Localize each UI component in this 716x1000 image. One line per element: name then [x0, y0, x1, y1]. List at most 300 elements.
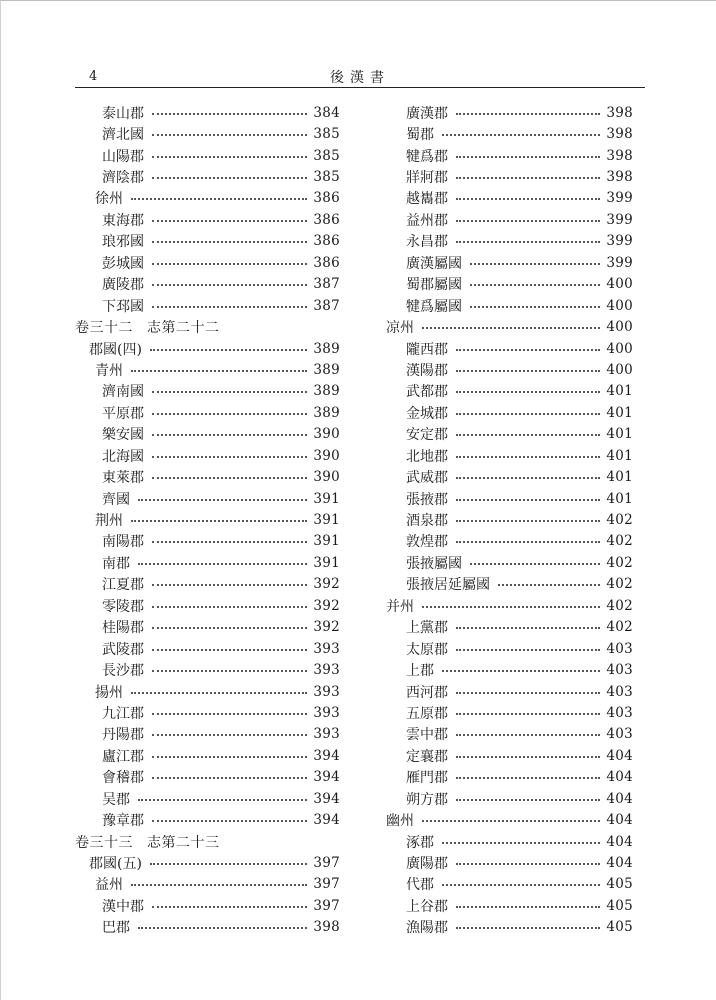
toc-page-number: 398	[313, 919, 340, 936]
toc-entry-label: 金城郡	[406, 405, 448, 422]
toc-entry	[386, 617, 633, 638]
toc-entry-label: 濟北國	[102, 127, 144, 144]
toc-entry	[386, 681, 633, 702]
dot-leader	[456, 906, 600, 908]
toc-page-number: 399	[606, 211, 633, 228]
dot-leader	[152, 456, 307, 458]
toc-column-right	[386, 102, 633, 938]
toc-page-number: 404	[606, 769, 633, 786]
toc-entry-label: 武威郡	[406, 470, 448, 487]
toc-page-number: 386	[313, 190, 340, 207]
toc-page-number: 393	[313, 640, 340, 657]
toc-page-number: 385	[313, 147, 340, 164]
dot-leader	[422, 820, 600, 822]
dot-leader	[456, 241, 600, 243]
toc-entry	[386, 595, 633, 616]
toc-entry-label: 酒泉郡	[406, 513, 448, 530]
toc-entry-label: 廬江郡	[102, 748, 144, 765]
toc-entry	[386, 702, 633, 723]
toc-entry-label: 犍爲郡	[406, 148, 448, 165]
toc-entry	[75, 231, 340, 252]
toc-entry-label: 牂牁郡	[406, 170, 448, 187]
toc-entry-label: 濟陰郡	[102, 170, 144, 187]
toc-page-number: 389	[313, 340, 340, 357]
toc-entry	[386, 874, 633, 895]
toc-page-number: 398	[606, 147, 633, 164]
toc-entry-label: 武都郡	[406, 384, 448, 401]
toc-page-number: 400	[606, 340, 633, 357]
dot-leader	[456, 777, 600, 779]
toc-page-number: 401	[606, 383, 633, 400]
toc-page-number: 390	[313, 426, 340, 443]
toc-page-number: 391	[313, 554, 340, 571]
dot-leader	[152, 584, 307, 586]
toc-volume-heading	[75, 831, 340, 852]
toc-page-number: 389	[313, 383, 340, 400]
toc-volume-subtitle: 志第二十三	[147, 834, 220, 851]
dot-leader	[152, 391, 307, 393]
toc-page-number: 401	[606, 447, 633, 464]
toc-entry-label: 巴郡	[102, 920, 130, 937]
toc-entry	[386, 445, 633, 466]
dot-leader	[456, 434, 600, 436]
toc-page-number: 404	[606, 790, 633, 807]
dot-leader	[152, 263, 307, 265]
dot-leader	[138, 799, 307, 801]
toc-entry	[75, 552, 340, 573]
toc-page-number: 392	[313, 597, 340, 614]
toc-entry-label: 蜀郡	[406, 127, 434, 144]
toc-page-number: 385	[313, 126, 340, 143]
toc-entry-label: 上黨郡	[406, 620, 448, 637]
toc-entry-label: 定襄郡	[406, 748, 448, 765]
toc-entry-label: 樂安國	[102, 427, 144, 444]
toc-entry-label: 犍爲屬國	[406, 298, 462, 315]
toc-page-number: 389	[313, 404, 340, 421]
toc-page-number: 403	[606, 726, 633, 743]
toc-entry	[75, 745, 340, 766]
dot-leader	[442, 842, 600, 844]
toc-entry-label: 益州郡	[406, 212, 448, 229]
dot-leader	[152, 306, 307, 308]
dot-leader	[152, 606, 307, 608]
dot-leader	[456, 713, 600, 715]
toc-page-number: 390	[313, 447, 340, 464]
toc-page-number: 397	[313, 897, 340, 914]
toc-entry	[386, 188, 633, 209]
toc-entry-label: 郡國(四)	[89, 341, 142, 358]
toc-entry	[75, 895, 340, 916]
dot-leader	[442, 670, 600, 672]
toc-column-left	[75, 102, 340, 938]
toc-entry	[386, 316, 633, 337]
toc-entry-label: 會稽郡	[102, 770, 144, 787]
toc-page-number: 387	[313, 276, 340, 293]
toc-volume-subtitle: 志第二十二	[147, 320, 220, 337]
toc-entry-label: 蜀郡屬國	[406, 277, 462, 294]
toc-entry	[386, 166, 633, 187]
toc-page-number: 398	[606, 126, 633, 143]
dot-leader	[131, 198, 307, 200]
toc-entry-label: 荆州	[95, 513, 123, 530]
dot-leader	[152, 906, 307, 908]
toc-entry-label: 太原郡	[406, 641, 448, 658]
toc-entry-label: 涿郡	[406, 834, 434, 851]
dot-leader	[152, 113, 307, 115]
toc-entry-label: 齊國	[102, 491, 130, 508]
dot-leader	[152, 284, 307, 286]
dot-leader	[456, 863, 600, 865]
toc-entry-label: 永昌郡	[406, 234, 448, 251]
toc-page-number: 405	[606, 876, 633, 893]
toc-entry	[75, 188, 340, 209]
dot-leader	[422, 606, 600, 608]
toc-entry-label: 下邳國	[102, 298, 144, 315]
toc-page-number: 399	[606, 254, 633, 271]
dot-leader	[456, 927, 600, 929]
toc-page-number: 405	[606, 897, 633, 914]
toc-page-number: 393	[313, 662, 340, 679]
dot-leader	[152, 649, 307, 651]
toc-entry-label: 張掖郡	[406, 491, 448, 508]
toc-entry	[386, 917, 633, 938]
toc-entry	[75, 659, 340, 680]
toc-entry-label: 卷三十三	[75, 834, 133, 851]
toc-page-number: 405	[606, 919, 633, 936]
toc-entry-label: 隴西郡	[406, 341, 448, 358]
toc-page-number: 399	[606, 233, 633, 250]
dot-leader	[152, 413, 307, 415]
toc-page-number: 394	[313, 747, 340, 764]
book-title: 後漢書	[330, 70, 390, 86]
dot-leader	[456, 477, 600, 479]
toc-entry	[386, 895, 633, 916]
dot-leader	[456, 177, 600, 179]
dot-leader	[470, 563, 600, 565]
dot-leader	[152, 177, 307, 179]
toc-page-number: 386	[313, 254, 340, 271]
toc-entry	[386, 102, 633, 123]
dot-leader	[152, 156, 307, 158]
dot-leader	[456, 541, 600, 543]
toc-page-number: 402	[606, 597, 633, 614]
toc-entry	[386, 274, 633, 295]
toc-entry-label: 卷三十二	[75, 320, 133, 337]
toc-page-number: 386	[313, 233, 340, 250]
dot-leader	[456, 198, 600, 200]
toc-entry-label: 安定郡	[406, 427, 448, 444]
toc-entry-label: 郡國(五)	[89, 856, 142, 873]
dot-leader	[456, 349, 600, 351]
page-header	[75, 63, 645, 88]
toc-entry-label: 南陽郡	[102, 534, 144, 551]
dot-leader	[456, 391, 600, 393]
toc-page-number: 401	[606, 404, 633, 421]
toc-entry-label: 東萊郡	[102, 470, 144, 487]
toc-entry	[386, 831, 633, 852]
toc-entry	[386, 295, 633, 316]
dot-leader	[456, 456, 600, 458]
toc-entry	[75, 359, 340, 380]
toc-entry-label: 西河郡	[406, 684, 448, 701]
toc-entry	[386, 381, 633, 402]
toc-entry	[386, 767, 633, 788]
toc-entry	[75, 402, 340, 423]
toc-entry-label: 九江郡	[102, 705, 144, 722]
toc-entry-label: 零陵郡	[102, 598, 144, 615]
toc-page-number: 393	[313, 683, 340, 700]
toc-entry	[75, 123, 340, 144]
toc-entry	[386, 531, 633, 552]
toc-page-number: 393	[313, 726, 340, 743]
toc-entry	[386, 338, 633, 359]
dot-leader	[456, 799, 600, 801]
toc-entry-label: 廣陵郡	[102, 277, 144, 294]
toc-entry-label: 琅邪國	[102, 234, 144, 251]
toc-page-number: 394	[313, 790, 340, 807]
dot-leader	[456, 220, 600, 222]
toc-entry	[75, 338, 340, 359]
toc-entry	[75, 531, 340, 552]
toc-entry	[75, 274, 340, 295]
dot-leader	[456, 692, 600, 694]
toc-entry-label: 桂陽郡	[102, 620, 144, 637]
toc-page-number: 403	[606, 662, 633, 679]
toc-page-number: 401	[606, 469, 633, 486]
toc-entry	[75, 466, 340, 487]
dot-leader	[470, 284, 600, 286]
toc-entry-label: 丹陽郡	[102, 727, 144, 744]
dot-leader	[131, 370, 307, 372]
toc-entry	[75, 638, 340, 659]
toc-page-number: 403	[606, 640, 633, 657]
toc-page-number: 402	[606, 512, 633, 529]
toc-entry-label: 山陽郡	[102, 148, 144, 165]
dot-leader	[152, 134, 307, 136]
toc-page-number: 404	[606, 747, 633, 764]
toc-page-number: 401	[606, 426, 633, 443]
dot-leader	[131, 884, 307, 886]
toc-entry	[75, 852, 340, 873]
toc-page-number: 402	[606, 533, 633, 550]
toc-entry-label: 豫章郡	[102, 813, 144, 830]
dot-leader	[152, 220, 307, 222]
toc-page-number: 397	[313, 855, 340, 872]
toc-entry-label: 濟南國	[102, 384, 144, 401]
toc-entry	[386, 488, 633, 509]
dot-leader	[456, 756, 600, 758]
toc-entry	[75, 788, 340, 809]
dot-leader	[422, 327, 600, 329]
toc-entry-label: 上郡	[406, 663, 434, 680]
toc-entry	[75, 102, 340, 123]
dot-leader	[442, 884, 600, 886]
dot-leader	[152, 777, 307, 779]
dot-leader	[152, 756, 307, 758]
dot-leader	[131, 520, 307, 522]
toc-entry-label: 廣漢屬國	[406, 255, 462, 272]
dot-leader	[456, 113, 600, 115]
toc-page-number: 398	[606, 169, 633, 186]
dot-leader	[498, 584, 600, 586]
dot-leader	[152, 477, 307, 479]
dot-leader	[456, 520, 600, 522]
dot-leader	[470, 306, 600, 308]
dot-leader	[138, 927, 307, 929]
toc-entry	[386, 509, 633, 530]
page-number: 4	[89, 69, 98, 84]
toc-entry-label: 廣陽郡	[406, 856, 448, 873]
toc-page-number: 392	[313, 576, 340, 593]
dot-leader	[138, 499, 307, 501]
toc-page-number: 403	[606, 704, 633, 721]
toc-page-number: 389	[313, 361, 340, 378]
toc-entry-label: 幽州	[386, 813, 414, 830]
toc-entry	[75, 209, 340, 230]
dot-leader	[470, 263, 600, 265]
toc-page-number: 398	[606, 104, 633, 121]
toc-entry	[75, 445, 340, 466]
toc-entry	[75, 295, 340, 316]
toc-entry-label: 平原郡	[102, 405, 144, 422]
toc-entry	[75, 617, 340, 638]
toc-entry	[75, 917, 340, 938]
toc-page-number: 391	[313, 533, 340, 550]
toc-entry-label: 張掖屬國	[406, 555, 462, 572]
toc-page-number: 400	[606, 297, 633, 314]
dot-leader	[152, 434, 307, 436]
dot-leader	[456, 649, 600, 651]
toc-page-number: 399	[606, 190, 633, 207]
toc-entry-label: 長沙郡	[102, 663, 144, 680]
toc-page-number: 402	[606, 576, 633, 593]
toc-entry	[75, 874, 340, 895]
toc-page-number: 385	[313, 169, 340, 186]
dot-leader	[442, 134, 600, 136]
toc-entry	[75, 145, 340, 166]
dot-leader	[152, 734, 307, 736]
toc-entry	[386, 638, 633, 659]
toc-entry	[75, 809, 340, 830]
dot-leader	[456, 734, 600, 736]
toc-entry-label: 吴郡	[102, 791, 130, 808]
toc-entry	[386, 231, 633, 252]
toc-entry-label: 雲中郡	[406, 727, 448, 744]
toc-page-number: 404	[606, 833, 633, 850]
toc-page-number: 402	[606, 619, 633, 636]
toc-page-number: 391	[313, 490, 340, 507]
toc-entry-label: 上谷郡	[406, 898, 448, 915]
dot-leader	[150, 349, 307, 351]
toc-entry-label: 揚州	[95, 684, 123, 701]
toc-entry	[75, 702, 340, 723]
dot-leader	[152, 241, 307, 243]
toc-entry-label: 五原郡	[406, 705, 448, 722]
toc-page-number: 404	[606, 855, 633, 872]
toc-entry-label: 益州	[95, 877, 123, 894]
dot-leader	[456, 499, 600, 501]
toc-entry-label: 凉州	[386, 320, 414, 337]
toc-entry-label: 東海郡	[102, 212, 144, 229]
toc-entry	[386, 123, 633, 144]
toc-entry	[75, 424, 340, 445]
toc-page-number: 392	[313, 619, 340, 636]
toc-entry-label: 北海國	[102, 448, 144, 465]
toc-page-number: 390	[313, 469, 340, 486]
toc-page-number: 394	[313, 769, 340, 786]
toc-page-number: 404	[606, 812, 633, 829]
toc-entry	[386, 145, 633, 166]
toc-entry	[386, 788, 633, 809]
toc-page-number: 397	[313, 876, 340, 893]
toc-entry-label: 武陵郡	[102, 641, 144, 658]
toc-page-number: 401	[606, 490, 633, 507]
dot-leader	[152, 670, 307, 672]
toc-entry	[75, 166, 340, 187]
toc-entry	[75, 381, 340, 402]
toc-page-number: 386	[313, 211, 340, 228]
toc-entry-label: 青州	[95, 362, 123, 379]
toc-entry	[386, 552, 633, 573]
dot-leader	[138, 563, 307, 565]
toc-entry-label: 張掖居延屬國	[406, 577, 490, 594]
toc-entry	[75, 767, 340, 788]
toc-entry-label: 南郡	[102, 555, 130, 572]
toc-page-number: 400	[606, 276, 633, 293]
toc-page-number: 391	[313, 512, 340, 529]
toc-entry	[75, 681, 340, 702]
toc-page-number: 384	[313, 104, 340, 121]
toc-entry	[75, 509, 340, 530]
toc-entry	[386, 424, 633, 445]
toc-entry	[386, 466, 633, 487]
toc-entry-label: 越巂郡	[406, 191, 448, 208]
toc-page-number: 387	[313, 297, 340, 314]
toc-entry-label: 敦煌郡	[406, 534, 448, 551]
dot-leader	[152, 820, 307, 822]
toc-entry	[75, 574, 340, 595]
toc-page-number: 403	[606, 683, 633, 700]
toc-page-number: 400	[606, 361, 633, 378]
toc-entry-label: 雁門郡	[406, 770, 448, 787]
toc-entry	[386, 209, 633, 230]
toc-entry-label: 代郡	[406, 877, 434, 894]
toc-entry-label: 彭城國	[102, 255, 144, 272]
dot-leader	[456, 370, 600, 372]
toc-entry-label: 北地郡	[406, 448, 448, 465]
toc-volume-heading	[75, 316, 340, 337]
toc-entry-label: 徐州	[95, 191, 123, 208]
toc-entry	[386, 745, 633, 766]
toc-page-number: 400	[606, 319, 633, 336]
dot-leader	[456, 413, 600, 415]
toc-entry	[75, 724, 340, 745]
toc-entry	[386, 359, 633, 380]
toc-entry-label: 朔方郡	[406, 791, 448, 808]
dot-leader	[152, 713, 307, 715]
toc-page-number: 402	[606, 554, 633, 571]
toc-entry	[386, 724, 633, 745]
toc-page-number: 393	[313, 704, 340, 721]
toc-entry-label: 廣漢郡	[406, 105, 448, 122]
toc-entry-label: 江夏郡	[102, 577, 144, 594]
toc-entry-label: 漁陽郡	[406, 920, 448, 937]
toc-entry	[386, 402, 633, 423]
toc-entry	[386, 252, 633, 273]
toc-entry	[75, 488, 340, 509]
toc-entry	[386, 852, 633, 873]
toc-entry	[386, 574, 633, 595]
